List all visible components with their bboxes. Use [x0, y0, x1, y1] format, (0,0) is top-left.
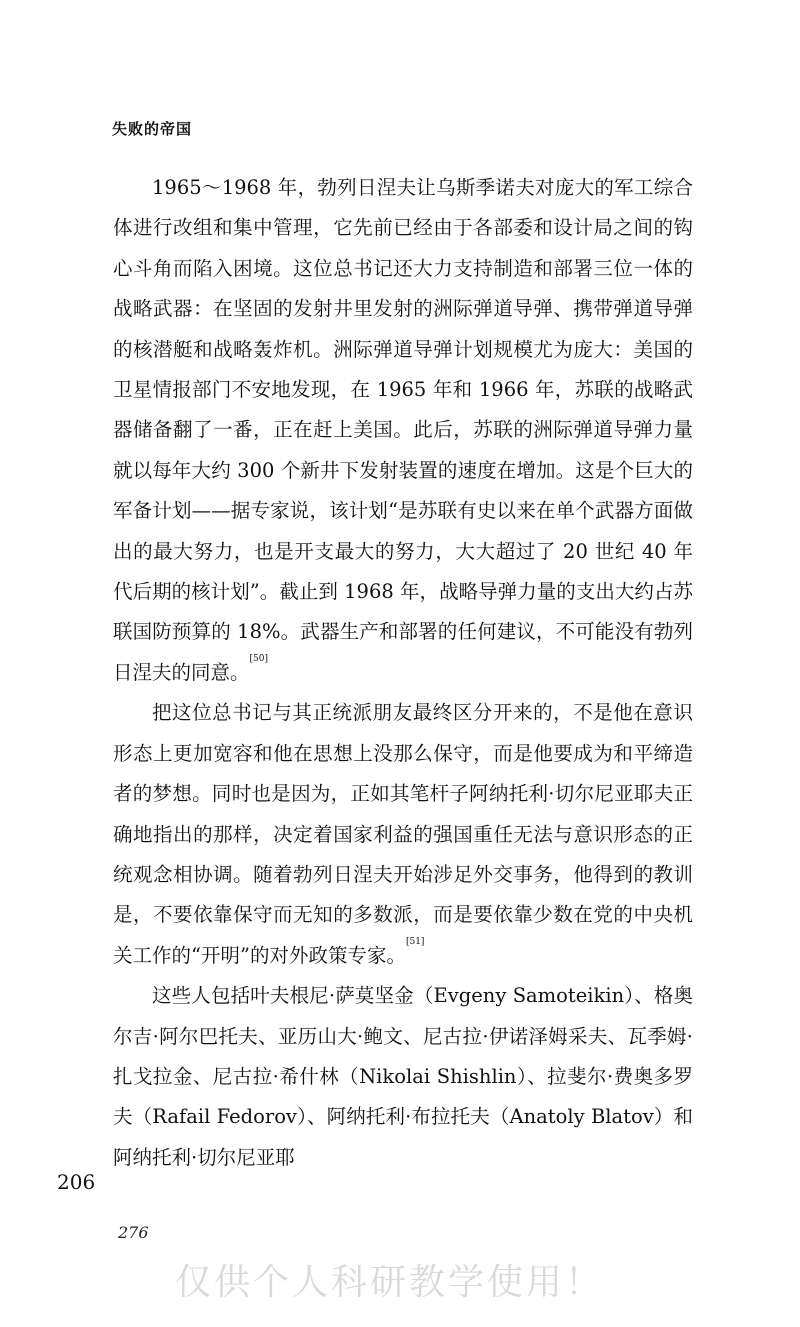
paragraph-text: 1965～1968 年，勃列日涅夫让乌斯季诺夫对庞大的军工综合体进行改组和集中管理，它先前已经由于各部委和设计局之间的钩心斗角而陷入困境。这位总书记还大力支持制造和部署三位一体的战略武器：在坚固的发射井里发射的洲际弹道导弹、携带弹道导弹的核潜艇和战略轰炸机。洲际弹道导弹计划规模尤为庞大：美国的卫星情报部门不安地发现，在 1965 年和 1966 年，苏联的战略武器储备翻了一番，正在赶上美国。此后，苏联的洲际弹道导弹力量就以每年大约 300 个新井下发射装置的速度在增加。这是个巨大的军备计划——据专家说，该计划“是苏联有史以来在单个武器方面做出的最大努力，也是开支最大的努力，大大超过了 20 世纪 40 年代后期的核计划”。截止到 1968 年，战略导弹力量的支出大约占苏联国防预算的 18%。武器生产和部署的任何建议，不可能没有勃列日涅夫的同意。 [113, 176, 693, 684]
running-head: 失败的帝国 [112, 120, 193, 138]
watermark: 仅供个人科研教学使用！ [175, 1262, 605, 1303]
paragraph [113, 168, 693, 693]
body-text [113, 168, 693, 1178]
paragraph [113, 976, 693, 1178]
page-number: 206 [57, 1170, 96, 1194]
footnote-ref: [50] [249, 653, 268, 664]
paragraph-text: 把这位总书记与其正统派朋友最终区分开来的，不是他在意识形态上更加宽容和他在思想上没那么保守，而是他要成为和平缔造者的梦想。同时也是因为，正如其笔杆子阿纳托利·切尔尼亚耶夫正确地指出的那样，决定着国家利益的强国重任无法与意识形态的正统观念相协调。随着勃列日涅夫开始涉足外交事务，他得到的教训是，不要依靠保守而无知的多数派，而是要依靠少数在党的中央机关工作的“开明”的对外政策专家。 [113, 701, 693, 967]
paragraph [113, 693, 693, 976]
scan-page-number: 276 [118, 1223, 149, 1242]
footnote-ref: [51] [405, 936, 425, 947]
paragraph-text: 这些人包括叶夫根尼·萨莫坚金（Evgeny Samoteikin）、格奥尔吉·阿尔巴托夫、亚历山大·鲍文、尼古拉·伊诺泽姆采夫、瓦季姆·扎戈拉金、尼古拉·希什林（Nikolai Shishlin）、拉斐尔·费奥多罗夫（Rafail Fedorov）、阿纳托利·布拉托夫（Anatoly Blatov）和阿纳托利·切尔尼亚耶 [113, 984, 693, 1169]
